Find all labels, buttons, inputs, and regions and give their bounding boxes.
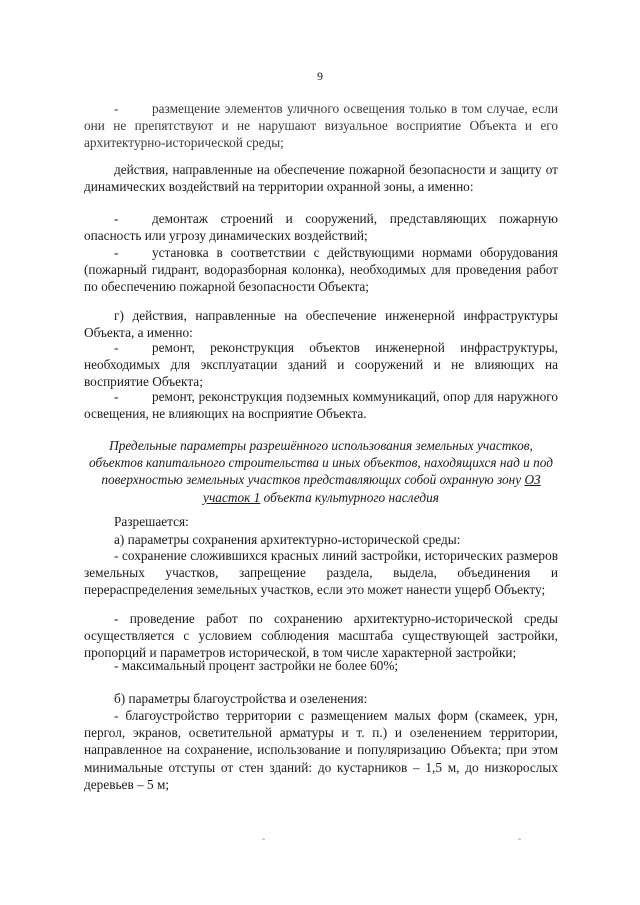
list-item-lighting <box>84 100 558 152</box>
list-item-text: ремонт, реконструкция объектов инженерной инфраструктуры, необходимых для эксплуатации зданий и сооружений и не влияющих на восприятие Объекта; <box>84 340 558 390</box>
params-a-heading: а) параметры сохранения архитектурно-исторической среды: <box>114 532 461 547</box>
list-dash: - <box>114 389 119 404</box>
scan-mark-icon: ˜ <box>262 837 265 847</box>
list-dash: - <box>114 245 119 260</box>
params-a-item-2: - проведение работ по сохранению архитектурно-исторической среды осуществляется с условием соблюдения масштаба существующей застройки, пропорций и параметров исторической, в том числе характерной застройки; <box>84 611 558 661</box>
params-a-item-3: - максимальный процент застройки не более 60%; <box>114 658 399 673</box>
list-item-text: размещение элементов уличного освещения только в том случае, если они не препятствуют и не нарушают визуальное восприятие Объекта и его архитектурно-исторической среды; <box>84 101 558 151</box>
params-a-item-1: - сохранение сложившихся красных линий застройки, исторических размеров земельных участков, запрещение раздела, выдела, объединения и перераспределения земельных участков, если это может нанести ущерб Объекту; <box>84 548 558 598</box>
zone-label: ОЗ участок 1 <box>203 472 541 505</box>
list-item-fire-1 <box>84 210 558 244</box>
list-item-eng-2 <box>84 388 558 422</box>
fire-safety-heading: действия, направленные на обеспечение пожарной безопасности и защиту от динамических воздействий на территории охранной зоны, а именно: <box>84 162 558 195</box>
scan-mark-icon: ˜ <box>518 837 521 847</box>
section-title <box>84 437 558 506</box>
list-item-fire-2 <box>84 244 558 296</box>
section-title-text: Предельные параметры разрешённого использования земельных участков, объектов капитального строительства и иных объектов, находящихся над и под поверхностью земельных участков представляющих собой охранную зону <box>89 438 553 488</box>
permitted-label: Разрешается: <box>114 514 189 529</box>
list-item-text: демонтаж строений и сооружений, представляющих пожарную опасность или угрозу динамических воздействий; <box>84 211 558 244</box>
list-item-eng-1 <box>84 339 558 391</box>
page-number: 9 <box>317 69 323 83</box>
section-title-suffix: объекта культурного наследия <box>263 489 439 505</box>
list-dash: - <box>114 211 119 226</box>
list-dash: - <box>114 101 119 116</box>
list-dash: - <box>114 340 119 355</box>
list-item-text: установка в соответствии с действующими нормами оборудования (пожарный гидрант, водоразборная колонка), необходимых для проведения работ по обеспечению пожарной безопасности Объекта; <box>84 245 558 295</box>
params-b-item-1: - благоустройство территории с размещением малых форм (скамеек, урн, пергол, экранов, осветительной арматуры и т. п.) и озеленением территории, направленное на сохранение, использование и популяризацию Объекта; при этом минимальные отступы от стен зданий: до кустарников – 1,5 м, до низкорослых деревьев – 5 м; <box>84 708 558 792</box>
list-item-text: ремонт, реконструкция подземных коммуникаций, опор для наружного освещения, не влияющих на восприятие Объекта. <box>84 389 558 422</box>
params-b-heading: б) параметры благоустройства и озеленения: <box>114 691 368 706</box>
engineering-heading: г) действия, направленные на обеспечение инженерной инфраструктуры Объекта, а именно: <box>84 308 558 341</box>
